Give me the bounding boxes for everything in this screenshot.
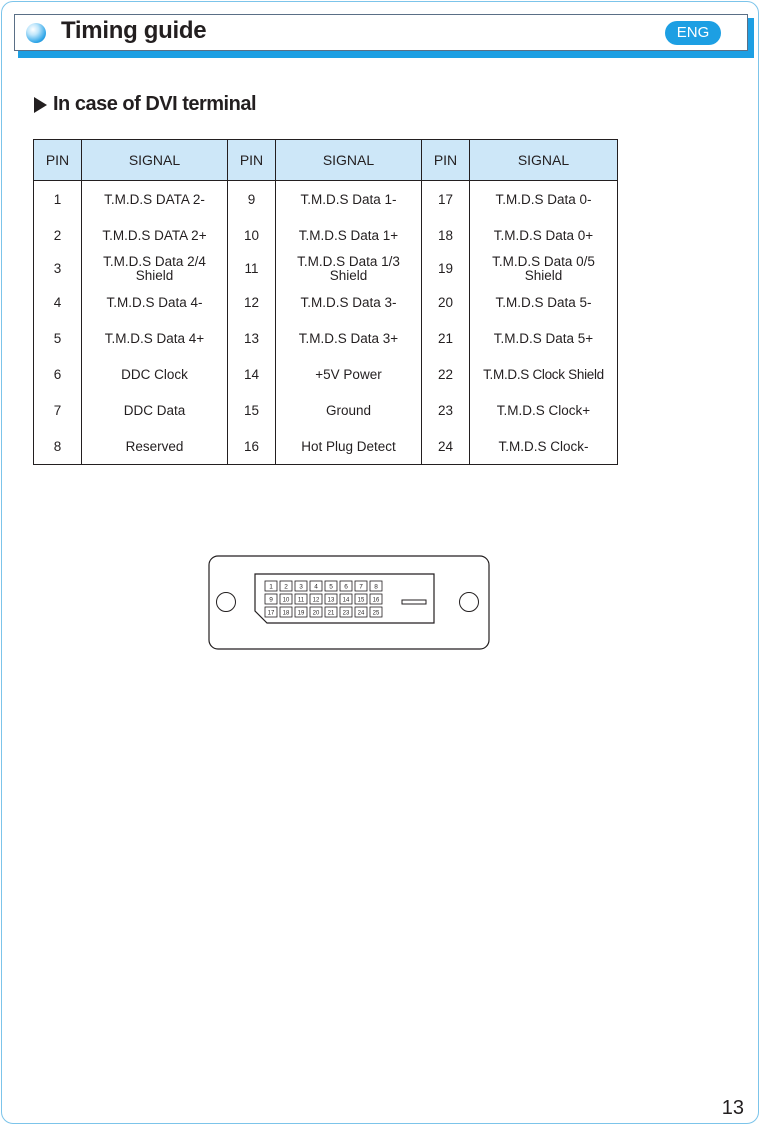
page-title: Timing guide bbox=[61, 17, 207, 44]
signal-name-cell: Hot Plug Detect bbox=[276, 429, 422, 465]
pin-number-cell: 5 bbox=[34, 321, 82, 357]
connector-pin-label: 19 bbox=[297, 610, 305, 617]
pin-number-cell: 7 bbox=[34, 393, 82, 429]
pin-number-cell: 20 bbox=[422, 285, 470, 321]
connector-pin-label: 2 bbox=[284, 583, 288, 591]
section-heading bbox=[34, 93, 256, 116]
signal-name-cell: T.M.D.S DATA 2+ bbox=[82, 219, 228, 253]
table-row bbox=[34, 357, 618, 393]
pin-number-cell: 1 bbox=[34, 181, 82, 219]
column-header: SIGNAL bbox=[470, 140, 618, 181]
signal-name-cell: T.M.D.S Data 3- bbox=[276, 285, 422, 321]
connector-pin-label: 21 bbox=[327, 610, 335, 617]
column-header: SIGNAL bbox=[82, 140, 228, 181]
column-header: PIN bbox=[228, 140, 276, 181]
table-row bbox=[34, 181, 618, 219]
pin-number-cell: 13 bbox=[228, 321, 276, 357]
pin-number-cell: 4 bbox=[34, 285, 82, 321]
signal-name-cell bbox=[276, 253, 422, 285]
connector-pin-label: 15 bbox=[357, 597, 365, 604]
dvi-pin-table bbox=[33, 139, 618, 465]
connector-pin-label: 4 bbox=[314, 583, 318, 591]
pin-number-cell: 16 bbox=[228, 429, 276, 465]
language-badge: ENG bbox=[665, 21, 721, 45]
table-header-row bbox=[34, 140, 618, 181]
signal-name: T.M.D.S Data 0/5 bbox=[492, 253, 595, 269]
signal-name-cell: T.M.D.S DATA 2- bbox=[82, 181, 228, 219]
column-header: PIN bbox=[422, 140, 470, 181]
signal-name-suffix: Shield bbox=[524, 267, 563, 283]
triangle-right-icon bbox=[34, 97, 47, 113]
connector-pin-label: 16 bbox=[372, 597, 380, 604]
signal-name-cell: T.M.D.S Data 0- bbox=[470, 181, 618, 219]
signal-name-cell: T.M.D.S Data 4+ bbox=[82, 321, 228, 357]
connector-pin-label: 7 bbox=[359, 583, 363, 591]
signal-name-cell: T.M.D.S Data 0+ bbox=[470, 219, 618, 253]
connector-pin-label: 5 bbox=[329, 583, 333, 591]
pin-number-cell: 9 bbox=[228, 181, 276, 219]
table-row bbox=[34, 285, 618, 321]
table-row bbox=[34, 429, 618, 465]
pin-number-cell: 22 bbox=[422, 357, 470, 393]
screw-hole-left bbox=[217, 593, 236, 612]
pin-number-cell: 19 bbox=[422, 253, 470, 285]
table-row bbox=[34, 393, 618, 429]
signal-name-cell: T.M.D.S Data 1- bbox=[276, 181, 422, 219]
connector-pin-label: 13 bbox=[327, 597, 335, 604]
signal-name-cell: Reserved bbox=[82, 429, 228, 465]
column-header: PIN bbox=[34, 140, 82, 181]
connector-pin-label: 24 bbox=[357, 610, 365, 617]
flat-blade-pin bbox=[402, 600, 426, 604]
signal-name-cell: DDC Data bbox=[82, 393, 228, 429]
pin-number-cell: 23 bbox=[422, 393, 470, 429]
page-number: 13 bbox=[721, 1097, 744, 1119]
signal-name-cell bbox=[82, 253, 228, 285]
connector-pin-label: 8 bbox=[374, 583, 378, 591]
connector-pin-label: 17 bbox=[267, 610, 275, 617]
pin-number-cell: 21 bbox=[422, 321, 470, 357]
pin-number-cell: 18 bbox=[422, 219, 470, 253]
bullet-orb-icon bbox=[26, 23, 46, 43]
signal-name: T.M.D.S Data 1/3 bbox=[297, 253, 400, 269]
signal-name-cell: T.M.D.S Data 5- bbox=[470, 285, 618, 321]
signal-name-cell: DDC Clock bbox=[82, 357, 228, 393]
signal-name-cell bbox=[470, 253, 618, 285]
pin-number-cell: 10 bbox=[228, 219, 276, 253]
signal-name-cell: +5V Power bbox=[276, 357, 422, 393]
connector-pin-label: 18 bbox=[282, 610, 290, 617]
section-heading-text: In case of DVI terminal bbox=[53, 93, 257, 115]
table-row bbox=[34, 253, 618, 285]
connector-pin-label: 14 bbox=[342, 597, 350, 604]
signal-name-suffix: Shield bbox=[135, 267, 174, 283]
connector-pin-label: 10 bbox=[282, 597, 290, 604]
connector-pin-label: 9 bbox=[269, 596, 273, 604]
signal-name-cell: T.M.D.S Data 5+ bbox=[470, 321, 618, 357]
connector-pin-label: 12 bbox=[312, 597, 320, 604]
signal-name-cell: Ground bbox=[276, 393, 422, 429]
connector-pin-label: 20 bbox=[312, 610, 320, 617]
page-header bbox=[14, 14, 748, 51]
table-row bbox=[34, 321, 618, 357]
signal-name: T.M.D.S Data 2/4 bbox=[103, 253, 206, 269]
pin-number-cell: 17 bbox=[422, 181, 470, 219]
connector-pin-label: 3 bbox=[299, 583, 303, 591]
screw-hole-right bbox=[460, 593, 479, 612]
pin-number-cell: 6 bbox=[34, 357, 82, 393]
pin-number-cell: 2 bbox=[34, 219, 82, 253]
signal-name-suffix: Shield bbox=[329, 267, 368, 283]
signal-name-cell: T.M.D.S Data 4- bbox=[82, 285, 228, 321]
connector-pin-label: 23 bbox=[342, 610, 350, 617]
connector-pin-label: 11 bbox=[297, 597, 305, 604]
pin-number-cell: 15 bbox=[228, 393, 276, 429]
pin-number-cell: 14 bbox=[228, 357, 276, 393]
signal-name-cell: T.M.D.S Data 1+ bbox=[276, 219, 422, 253]
connector-pin-label: 1 bbox=[269, 583, 273, 591]
dvi-connector-diagram bbox=[208, 555, 490, 651]
connector-pin-label: 25 bbox=[372, 610, 380, 617]
pin-number-cell: 8 bbox=[34, 429, 82, 465]
signal-name-cell: T.M.D.S Data 3+ bbox=[276, 321, 422, 357]
pin-number-cell: 3 bbox=[34, 253, 82, 285]
signal-name-cell: T.M.D.S Clock Shield bbox=[470, 357, 618, 393]
table-row bbox=[34, 219, 618, 253]
pin-number-cell: 12 bbox=[228, 285, 276, 321]
pin-number-cell: 24 bbox=[422, 429, 470, 465]
signal-name-cell: T.M.D.S Clock- bbox=[470, 429, 618, 465]
column-header: SIGNAL bbox=[276, 140, 422, 181]
connector-pin-label: 6 bbox=[344, 583, 348, 591]
signal-name-cell: T.M.D.S Clock+ bbox=[470, 393, 618, 429]
pin-number-cell: 11 bbox=[228, 253, 276, 285]
